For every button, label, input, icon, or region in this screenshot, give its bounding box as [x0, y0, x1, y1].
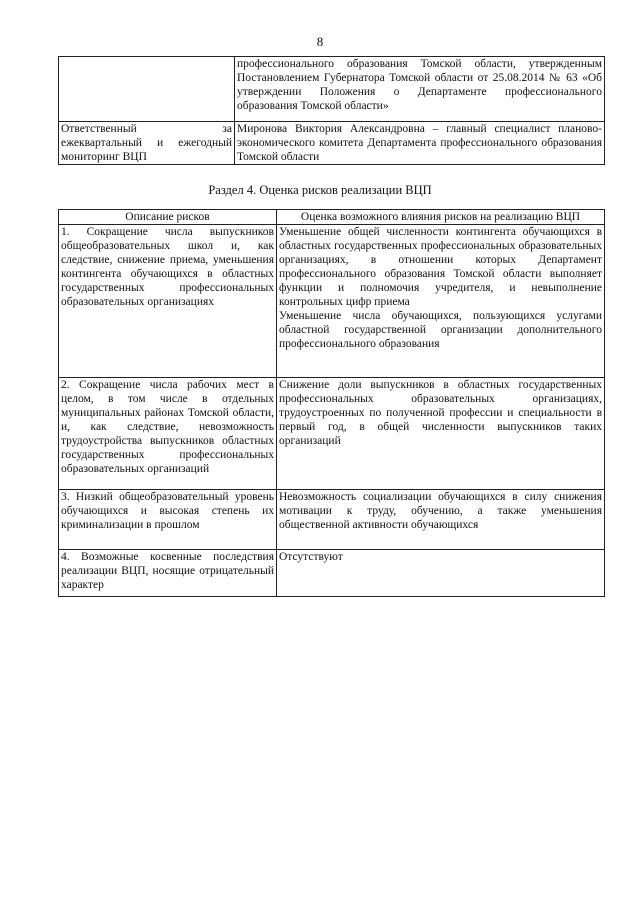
- impact-paragraph: Уменьшение общей численности контингента обучающихся в областных государственных профессиональных образовательных организациях, в отношении которых Департамент профессионального образования Томской области выполняет функции и полномочия учредителя, и невыполнение контрольных цифр приема: [279, 226, 602, 308]
- risk-impact-cell: [277, 490, 605, 550]
- table-row: [59, 57, 605, 122]
- risk-impact-cell: [277, 550, 605, 597]
- risk-description-cell: 2. Сокращение числа рабочих мест в целом, в том числе в отдельных муниципальных районах Томской области, и, как следствие, невозможность трудоустройства выпускников областных государственных профессиональных образовательных организаций: [59, 378, 277, 490]
- risk-impact-cell: [277, 378, 605, 490]
- table-header-row: [59, 210, 605, 225]
- page-number: 8: [316, 34, 324, 49]
- responsible-label-cell: Ответственный за ежеквартальный и ежегодный мониторинг ВЦП: [59, 122, 235, 165]
- impact-paragraph: Невозможность социализации обучающихся в силу снижения мотивации к труду, обучению, а также уменьшения общественной активности обучающихся: [279, 491, 602, 531]
- table-row: [59, 122, 605, 165]
- impact-paragraph: Отсутствуют: [279, 551, 343, 563]
- column-header-impact: Оценка возможного влияния рисков на реализацию ВЦП: [277, 210, 605, 225]
- responsible-table: [58, 56, 605, 165]
- risk-description-cell: 4. Возможные косвенные последствия реализации ВЦП, носящие отрицательный характер: [59, 550, 277, 597]
- risk-description-cell: 1. Сокращение числа выпускников общеобразовательных школ и, как следствие, снижение приема, уменьшения контингента обучающихся в областных государственных профессиональных образовательных организациях: [59, 225, 277, 378]
- section-title: Раздел 4. Оценка рисков реализации ВЦП: [208, 183, 432, 197]
- table-cell-empty: [59, 57, 235, 122]
- risk-description-cell: 3. Низкий общеобразовательный уровень обучающихся и высокая степень их криминализации в прошлом: [59, 490, 277, 550]
- regulation-reference-cell: профессионального образования Томской области, утвержденным Постановлением Губернатора Томской области от 25.08.2014 № 63 «Об утверждении Положения о Департаменте профессионального образования Томской области»: [235, 57, 605, 122]
- impact-paragraph: Уменьшение числа обучающихся, пользующихся услугами областной государственной организации дополнительного профессионального образования: [279, 310, 602, 350]
- responsible-person-cell: Миронова Виктория Александровна – главный специалист планово-экономического комитета Департамента профессионального образования Томской области: [235, 122, 605, 165]
- risk-impact-cell: [277, 225, 605, 378]
- table-row: [59, 225, 605, 378]
- table-row: [59, 550, 605, 597]
- impact-paragraph: Снижение доли выпускников в областных государственных профессиональных образовательных организациях, трудоустроенных по полученной профессии и специальности в первый год, в общей численности выпускников таких организаций: [279, 379, 602, 447]
- risk-table: [58, 209, 605, 597]
- table-row: [59, 378, 605, 490]
- table-row: [59, 490, 605, 550]
- column-header-risks: Описание рисков: [59, 210, 277, 225]
